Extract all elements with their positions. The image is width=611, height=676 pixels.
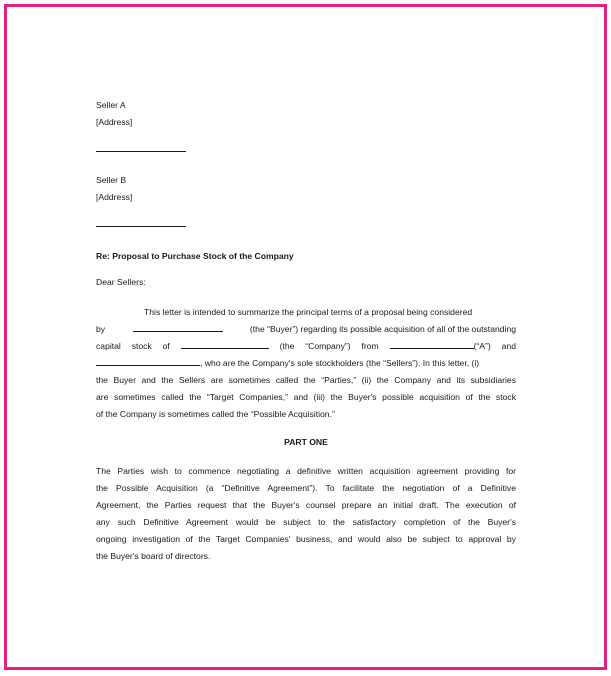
buyer-name-blank: [133, 321, 223, 332]
part-one-line-5: ongoing investigation of the Target Companies' business, and would also be subject to approval by: [96, 534, 516, 544]
word-from: from: [361, 341, 379, 351]
word-and: and: [501, 341, 516, 351]
intro-line-4: [96, 355, 516, 372]
part-one-line-1: The Parties wish to commence negotiating a definitive written acquisition agreement providing for: [96, 466, 516, 476]
company-name-blank: [181, 338, 269, 349]
part-one-heading: PART ONE: [284, 437, 328, 447]
part-one-line-2: the Possible Acquisition (a “Definitive Agreement”). To facilitate the negotiation of a Definitive: [96, 483, 516, 493]
intro-line-2-start: by: [96, 324, 106, 334]
intro-line-5: the Buyer and the Sellers are sometimes called the “Parties,” (ii) the Company and its subsidiaries: [96, 375, 516, 385]
part-one-line-3: Agreement, the Parties request that the Buyer's counsel prepare an initial draft. The execution of: [96, 500, 516, 510]
intro-line-3: [96, 338, 516, 355]
intro-line-2-end: (the “Buyer”) regarding its possible acquisition of all of the outstanding: [249, 324, 516, 334]
part-one-paragraph: [96, 463, 516, 565]
intro-paragraph: [96, 304, 516, 423]
seller-b-name-blank: [96, 355, 200, 366]
intro-line-4-text: , who are the Company's sole stockholders (the “Sellers”). In this letter, (i): [200, 358, 480, 368]
seller-a-name-blank: [390, 338, 474, 349]
intro-line-1: This letter is intended to summarize the principal terms of a proposal being considered: [144, 307, 473, 317]
word-company: “Company”): [305, 341, 351, 351]
word-of: of: [162, 341, 170, 351]
part-one-line-6: the Buyer's board of directors.: [96, 551, 211, 561]
letter-page: [96, 97, 516, 565]
word-stock: stock: [131, 341, 152, 351]
part-one-line-4: any such Definitive Agreement would be subject to the satisfactory completion of the Buyer's: [96, 517, 516, 527]
intro-line-6: are sometimes called the “Target Companies,” and (iii) the Buyer's possible acquisition of the stock: [96, 392, 516, 402]
seller-b-address: [Address]: [96, 192, 133, 202]
seller-a-address: [Address]: [96, 117, 133, 127]
seller-a-name: Seller A: [96, 100, 126, 110]
salutation: Dear Sellers:: [96, 277, 146, 287]
seller-b-name: Seller B: [96, 175, 127, 185]
word-the: (the: [279, 341, 295, 351]
word-capital: capital: [96, 341, 121, 351]
intro-line-7: of the Company is sometimes called the “Possible Acquisition.”: [96, 409, 335, 419]
subject-line: Re: Proposal to Purchase Stock of the Company: [96, 251, 294, 261]
intro-line-2: [96, 321, 516, 338]
seller-a-blank-group: [390, 338, 491, 355]
word-a: (“A”): [473, 341, 491, 351]
